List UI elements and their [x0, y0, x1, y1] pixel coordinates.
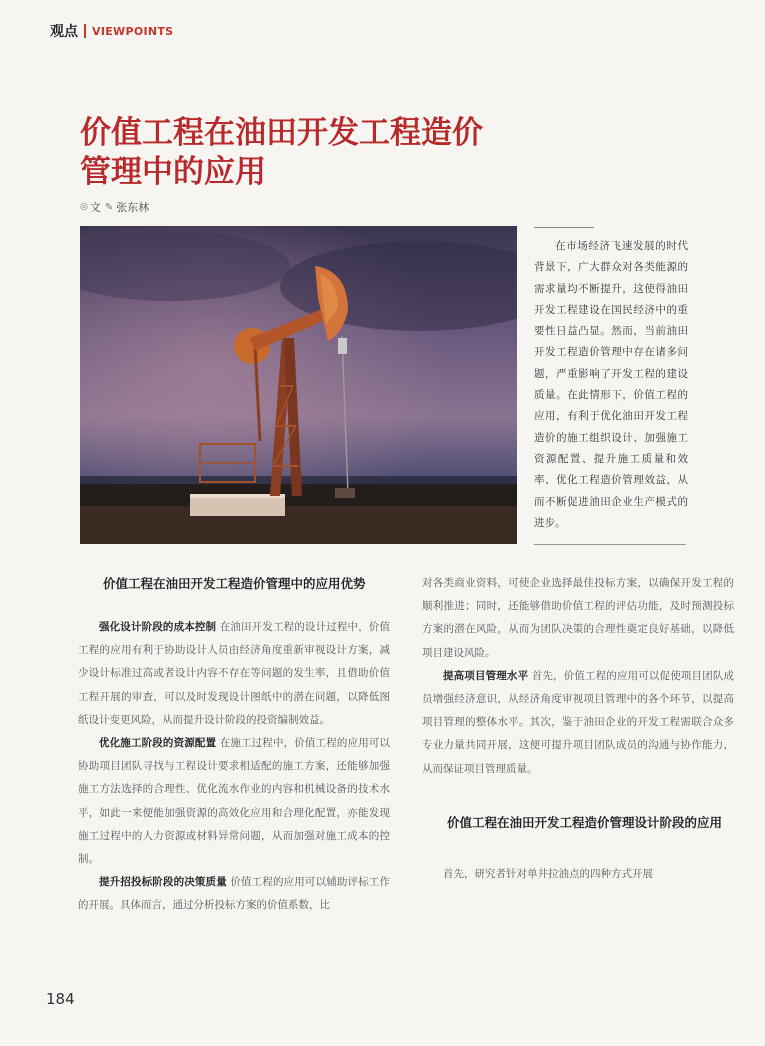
text-bidding-stage: 价值工程的应用可以辅助评标工作的开展。具体而言，通过分析投标方案的价值系数，比 [78, 876, 391, 912]
section-heading-design-application: 价值工程在油田开发工程造价管理设计阶段的应用 [447, 814, 723, 830]
hero-image [80, 226, 517, 544]
intro-abstract: 在市场经济飞速发展的时代背景下，广大群众对各类能源的需求量均不断提升，这使得油田开发工程建设在国民经济中的重要性日益凸显。然而，当前油田开发工程造价管理中存在诸多问题，严重影响了开发工程的建设质量。在此情形下，价值工程的应用，有利于优化油田开发工程造价的施工组织设计、加强施工资源配置、提升施工质量和效率、优化工程造价管理效益，从而不断促进油田企业生产模式的进步。 [534, 240, 688, 529]
page-number: 184 [46, 990, 75, 1008]
keyword-bidding-stage: 提升招投标阶段的决策质量 [99, 876, 227, 889]
left-column [78, 572, 390, 918]
section-label-en: VIEWPOINTS [92, 24, 174, 38]
paragraph-construction-stage [78, 732, 390, 871]
byline-author: 张东林 [116, 201, 150, 214]
section-header [50, 22, 173, 40]
paragraph-bidding-continued: 对各类商业资料，可使企业选择最佳投标方案，以确保开发工程的顺利推进；同时，还能够借助价值工程的评估功能，及时预测投标方案的潜在风险，从而为团队决策的合理性奠定良好基础，以降低项目建设风险。 [422, 577, 734, 659]
keyword-project-management: 提高项目管理水平 [443, 669, 529, 682]
text-construction-stage: 在施工过程中，价值工程的应用可以协助项目团队寻找与工程设计要求相适配的施工方案，还能够加强施工方法选择的合理性、优化流水作业的内容和机械设备的技术水平，如此一来便能加强资源的高效化应用和合理化配置，亦能发现施工过程中的人力资源或材料异常问题，从而加强对施工成本的控制。 [78, 737, 391, 866]
text-design-stage: 在油田开发工程的设计过程中，价值工程的应用有利于协助设计人员由经济角度重新审视设计方案，减少设计标准过高或者设计内容不存在等问题的发生率，且借助价值工程开展的审查，可以及时发现设计图纸中的潜在问题，以降低图纸设计变更风险，从而提升设计阶段的投资编制效益。 [78, 621, 391, 726]
keyword-design-stage: 强化设计阶段的成本控制 [99, 621, 217, 633]
paragraph-design-stage [78, 616, 390, 732]
paragraph-design-application: 首先，研究者针对单井拉油点的四种方式开展 [443, 867, 653, 880]
pumpjack-illustration [80, 226, 517, 544]
section-label-cn: 观点 [50, 24, 78, 40]
article-title [80, 114, 580, 192]
byline [80, 199, 149, 215]
section-heading-advantages: 价值工程在油田开发工程造价管理中的应用优势 [103, 576, 366, 591]
text-project-management: 首先，价值工程的应用可以促使项目团队成员增强经济意识，从经济角度审视项目管理中的各个环节，以提高项目管理的整体水平。其次，鉴于油田企业的开发工程需联合众多专业力量共同开展，这便可提升项目团队成员的沟通与协作能力，从而保证项目管理质量。 [422, 669, 734, 775]
byline-prefix: 文 [89, 201, 101, 214]
paragraph-bidding-stage [78, 871, 390, 917]
header-divider [84, 24, 86, 38]
keyword-construction-stage: 优化施工阶段的资源配置 [99, 737, 217, 750]
intro-rule-top [534, 227, 594, 228]
intro-rule-bottom [534, 544, 686, 545]
circle-icon: ◎ [80, 202, 88, 212]
paragraph-project-management [422, 665, 734, 781]
right-column [422, 572, 734, 886]
title-line-1: 价值工程在油田开发工程造价 [80, 115, 483, 151]
title-line-2: 管理中的应用 [80, 154, 266, 190]
pen-icon: ✎ [104, 201, 114, 213]
